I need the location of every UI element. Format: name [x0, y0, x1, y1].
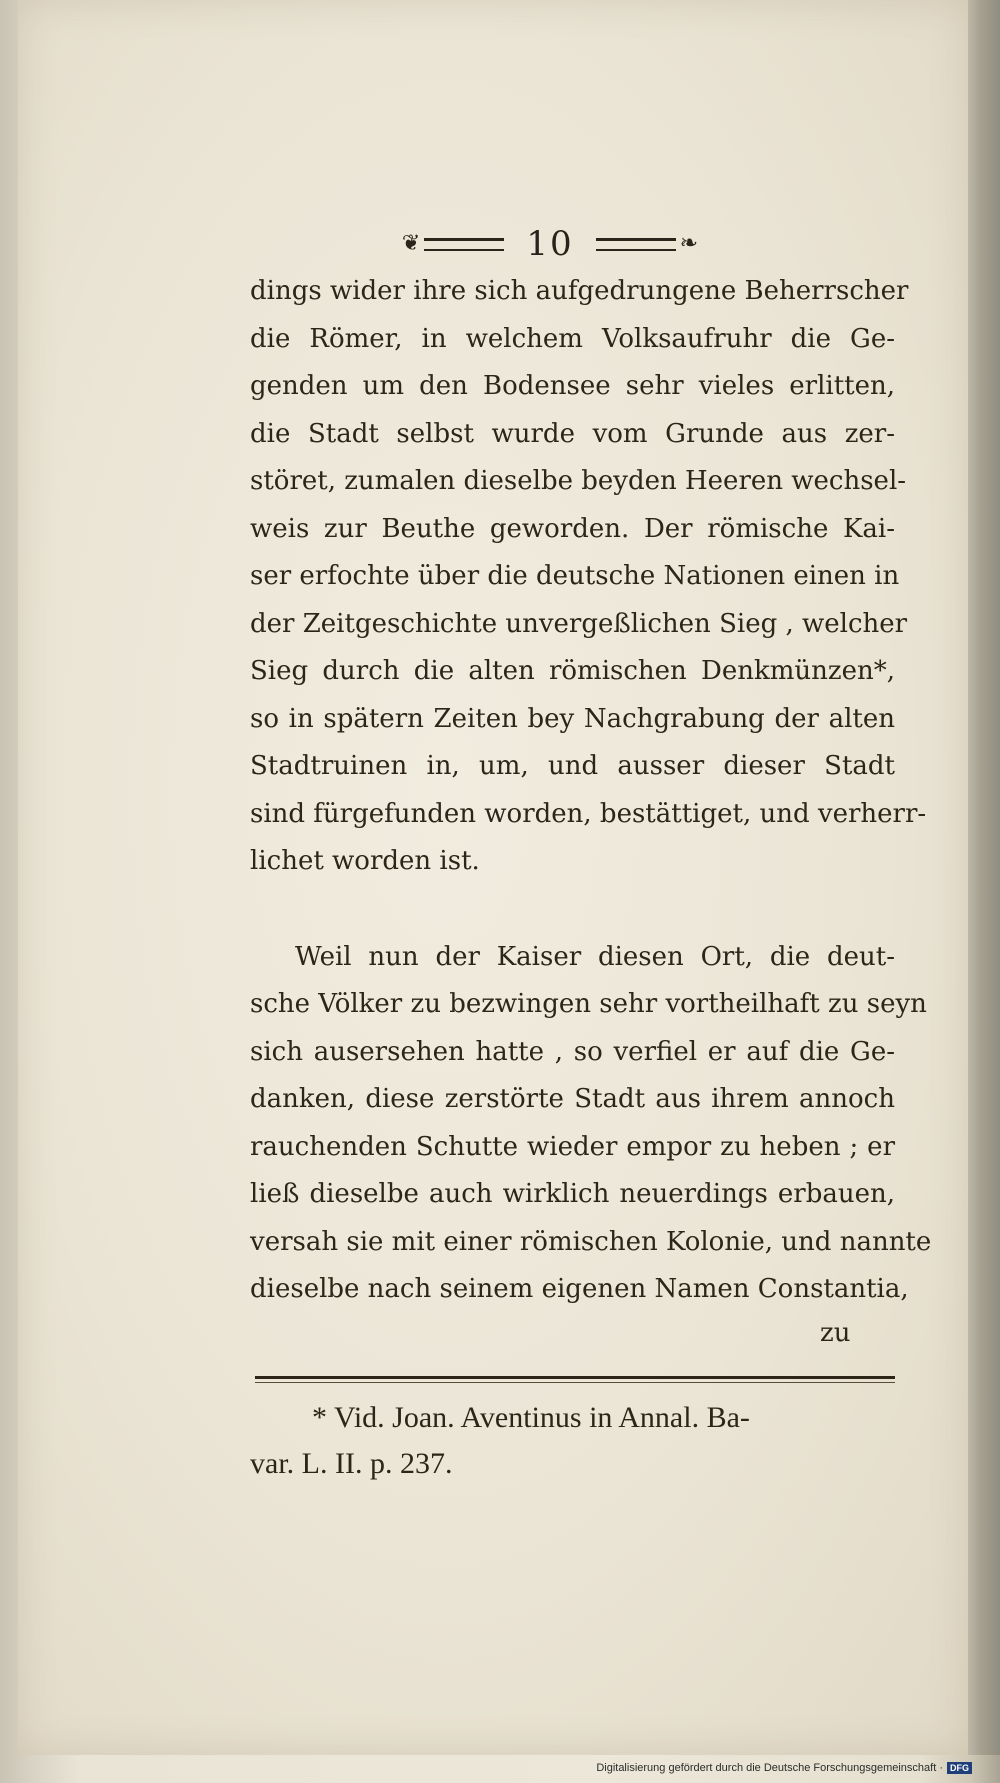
footnote-line: var. L. II. p. 237.	[250, 1447, 453, 1480]
footnote-rule	[255, 1376, 895, 1379]
footnote-rule-thin	[255, 1382, 895, 1383]
text-line: sich ausersehen hatte , so verfiel er auf die Ge-	[250, 1036, 895, 1067]
text-line: versah sie mit einer römischen Kolonie, und nannte	[250, 1226, 932, 1257]
text-line: störet, zumalen dieselbe beyden Heeren wechsel-	[250, 466, 907, 496]
text-line: dieselbe nach seinem eigenen Namen Constantia,	[250, 1274, 909, 1304]
text-line: so in spätern Zeiten bey Nachgrabung der alten	[250, 703, 895, 734]
text-line: lichet worden ist.	[250, 846, 480, 876]
page-number: 10	[526, 224, 574, 264]
text-line: die Stadt selbst wurde vom Grunde aus zer-	[250, 418, 895, 449]
page-header	[380, 218, 720, 270]
right-ornament-icon: ❧	[596, 233, 698, 255]
text-line: der Zeitgeschichte unvergeßlichen Sieg , welcher	[250, 608, 908, 639]
text-line: ließ dieselbe auch wirklich neuerdings erbauen,	[250, 1179, 895, 1209]
text-line: genden um den Bodensee sehr vieles erlitten,	[250, 371, 895, 401]
digitization-credit	[596, 1762, 972, 1774]
paragraph-gap	[250, 886, 895, 934]
text-line: die Römer, in welchem Volksaufruhr die Ge-	[250, 323, 895, 354]
text-line: danken, diese zerstörte Stadt aus ihrem annoch	[250, 1084, 895, 1114]
text-line: Stadtruinen in, um, und ausser dieser Stadt	[250, 751, 895, 781]
text-line: ser erfochte über die deutsche Nationen einen in	[250, 561, 900, 591]
text-line: dings wider ihre sich aufgedrungene Beherrscher	[250, 276, 909, 306]
text-line: sche Völker zu bezwingen sehr vortheilhaft zu seyn	[250, 989, 927, 1019]
text-line: weis zur Beuthe geworden. Der römische Kai-	[250, 513, 895, 544]
left-ornament-icon: ❦	[402, 233, 504, 255]
text-line: Weil nun der Kaiser diesen Ort, die deut-	[295, 941, 895, 972]
footnote-line: * Vid. Joan. Aventinus in Annal. Ba-	[312, 1401, 750, 1434]
page-right-edge	[968, 0, 1000, 1755]
main-text	[250, 268, 932, 1314]
text-line: rauchenden Schutte wieder empor zu heben ; er	[250, 1131, 895, 1162]
footnote	[250, 1395, 895, 1487]
catchword: zu	[820, 1318, 851, 1348]
credit-text: Digitalisierung gefördert durch die Deutsche Forschungsgemeinschaft ·	[596, 1762, 943, 1774]
text-line: sind fürgefunden worden, bestättiget, und verherr-	[250, 798, 927, 829]
text-line: Sieg durch die alten römischen Denkmünzen*,	[250, 656, 895, 686]
dfg-logo-icon: DFG	[947, 1762, 972, 1774]
